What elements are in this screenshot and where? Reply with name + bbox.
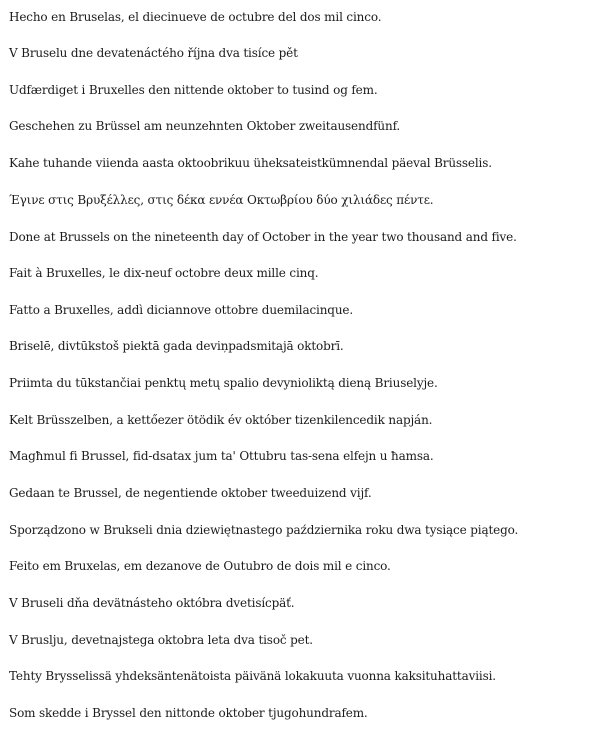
line-sk: V Bruseli dňa devätnásteho októbra dvetisícpäť.: [9, 596, 295, 610]
line-lv: Briselē, divtūkstoš piektā gada deviņpadsmitajā oktobrī.: [9, 339, 344, 353]
line-lt: Priimta du tūkstančiai penktų metų spalio devynioliktą dieną Briuselyje.: [9, 376, 438, 390]
line-sl: V Bruslju, devetnajstega oktobra leta dva tisoč pet.: [9, 633, 313, 647]
line-mt: Magħmul fi Brussel, fid-dsatax jum ta' Ottubru tas-sena elfejn u ħamsa.: [9, 449, 434, 463]
line-pl: Sporządzono w Brukseli dnia dziewiętnastego października roku dwa tysiące piątego.: [9, 523, 519, 537]
line-pt: Feito em Bruxelas, em dezanove de Outubro de dois mil e cinco.: [9, 559, 391, 573]
line-sv: Som skedde i Bryssel den nittonde oktober tjugohundrafem.: [9, 706, 368, 720]
line-hu: Kelt Brüsszelben, a kettőezer ötödik év október tizenkilencedik napján.: [9, 413, 433, 427]
line-it: Fatto a Bruxelles, addì diciannove ottobre duemilacinque.: [9, 303, 354, 317]
line-nl: Gedaan te Brussel, de negentiende oktober tweeduizend vijf.: [9, 486, 372, 500]
line-el: Έγινε στις Βρυξέλλες, στις δέκα εννέα Οκτωβρίου δύο χιλιάδες πέντε.: [9, 193, 434, 207]
line-et: Kahe tuhande viienda aasta oktoobrikuu üheksateistkümnendal päeval Brüsselis.: [9, 156, 492, 170]
line-cs: V Bruselu dne devatenáctého října dva tisíce pět: [9, 46, 298, 60]
line-da: Udfærdiget i Bruxelles den nittende oktober to tusind og fem.: [9, 83, 378, 97]
line-fi: Tehty Brysselissä yhdeksäntenätoista päivänä lokakuuta vuonna kaksituhattaviisi.: [9, 669, 496, 683]
line-de: Geschehen zu Brüssel am neunzehnten Oktober zweitausendfünf.: [9, 119, 401, 133]
line-en: Done at Brussels on the nineteenth day of October in the year two thousand and five.: [9, 230, 517, 244]
line-fr: Fait à Bruxelles, le dix-neuf octobre deux mille cinq.: [9, 266, 319, 280]
line-es: Hecho en Bruselas, el diecinueve de octubre del dos mil cinco.: [9, 10, 382, 24]
